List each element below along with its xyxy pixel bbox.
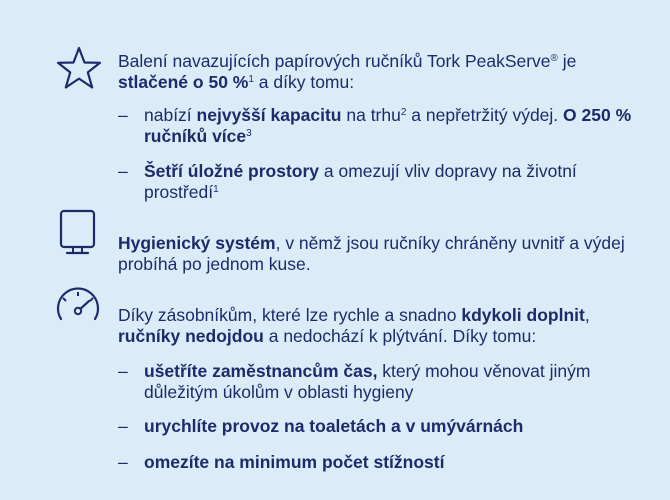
section1-intro: Balení navazujících papírových ručníků Tork PeakServe® je stlačené o 50 %$^1$ a díky tomu:	[118, 51, 577, 92]
star-icon	[56, 46, 102, 95]
speedometer-icon	[53, 285, 103, 330]
section2-text: Hygienický systém, v němž jsou ručníky chráněny uvnitř a výdej probíhá po jednom kuse.	[118, 233, 625, 274]
dispenser-icon	[59, 209, 99, 260]
section3-intro: Díky zásobníkům, které lze rychle a snadno kdykoli doplnit, ručníky nedojdou a nedochází k plýtvání. Díky tomu:	[118, 305, 590, 346]
